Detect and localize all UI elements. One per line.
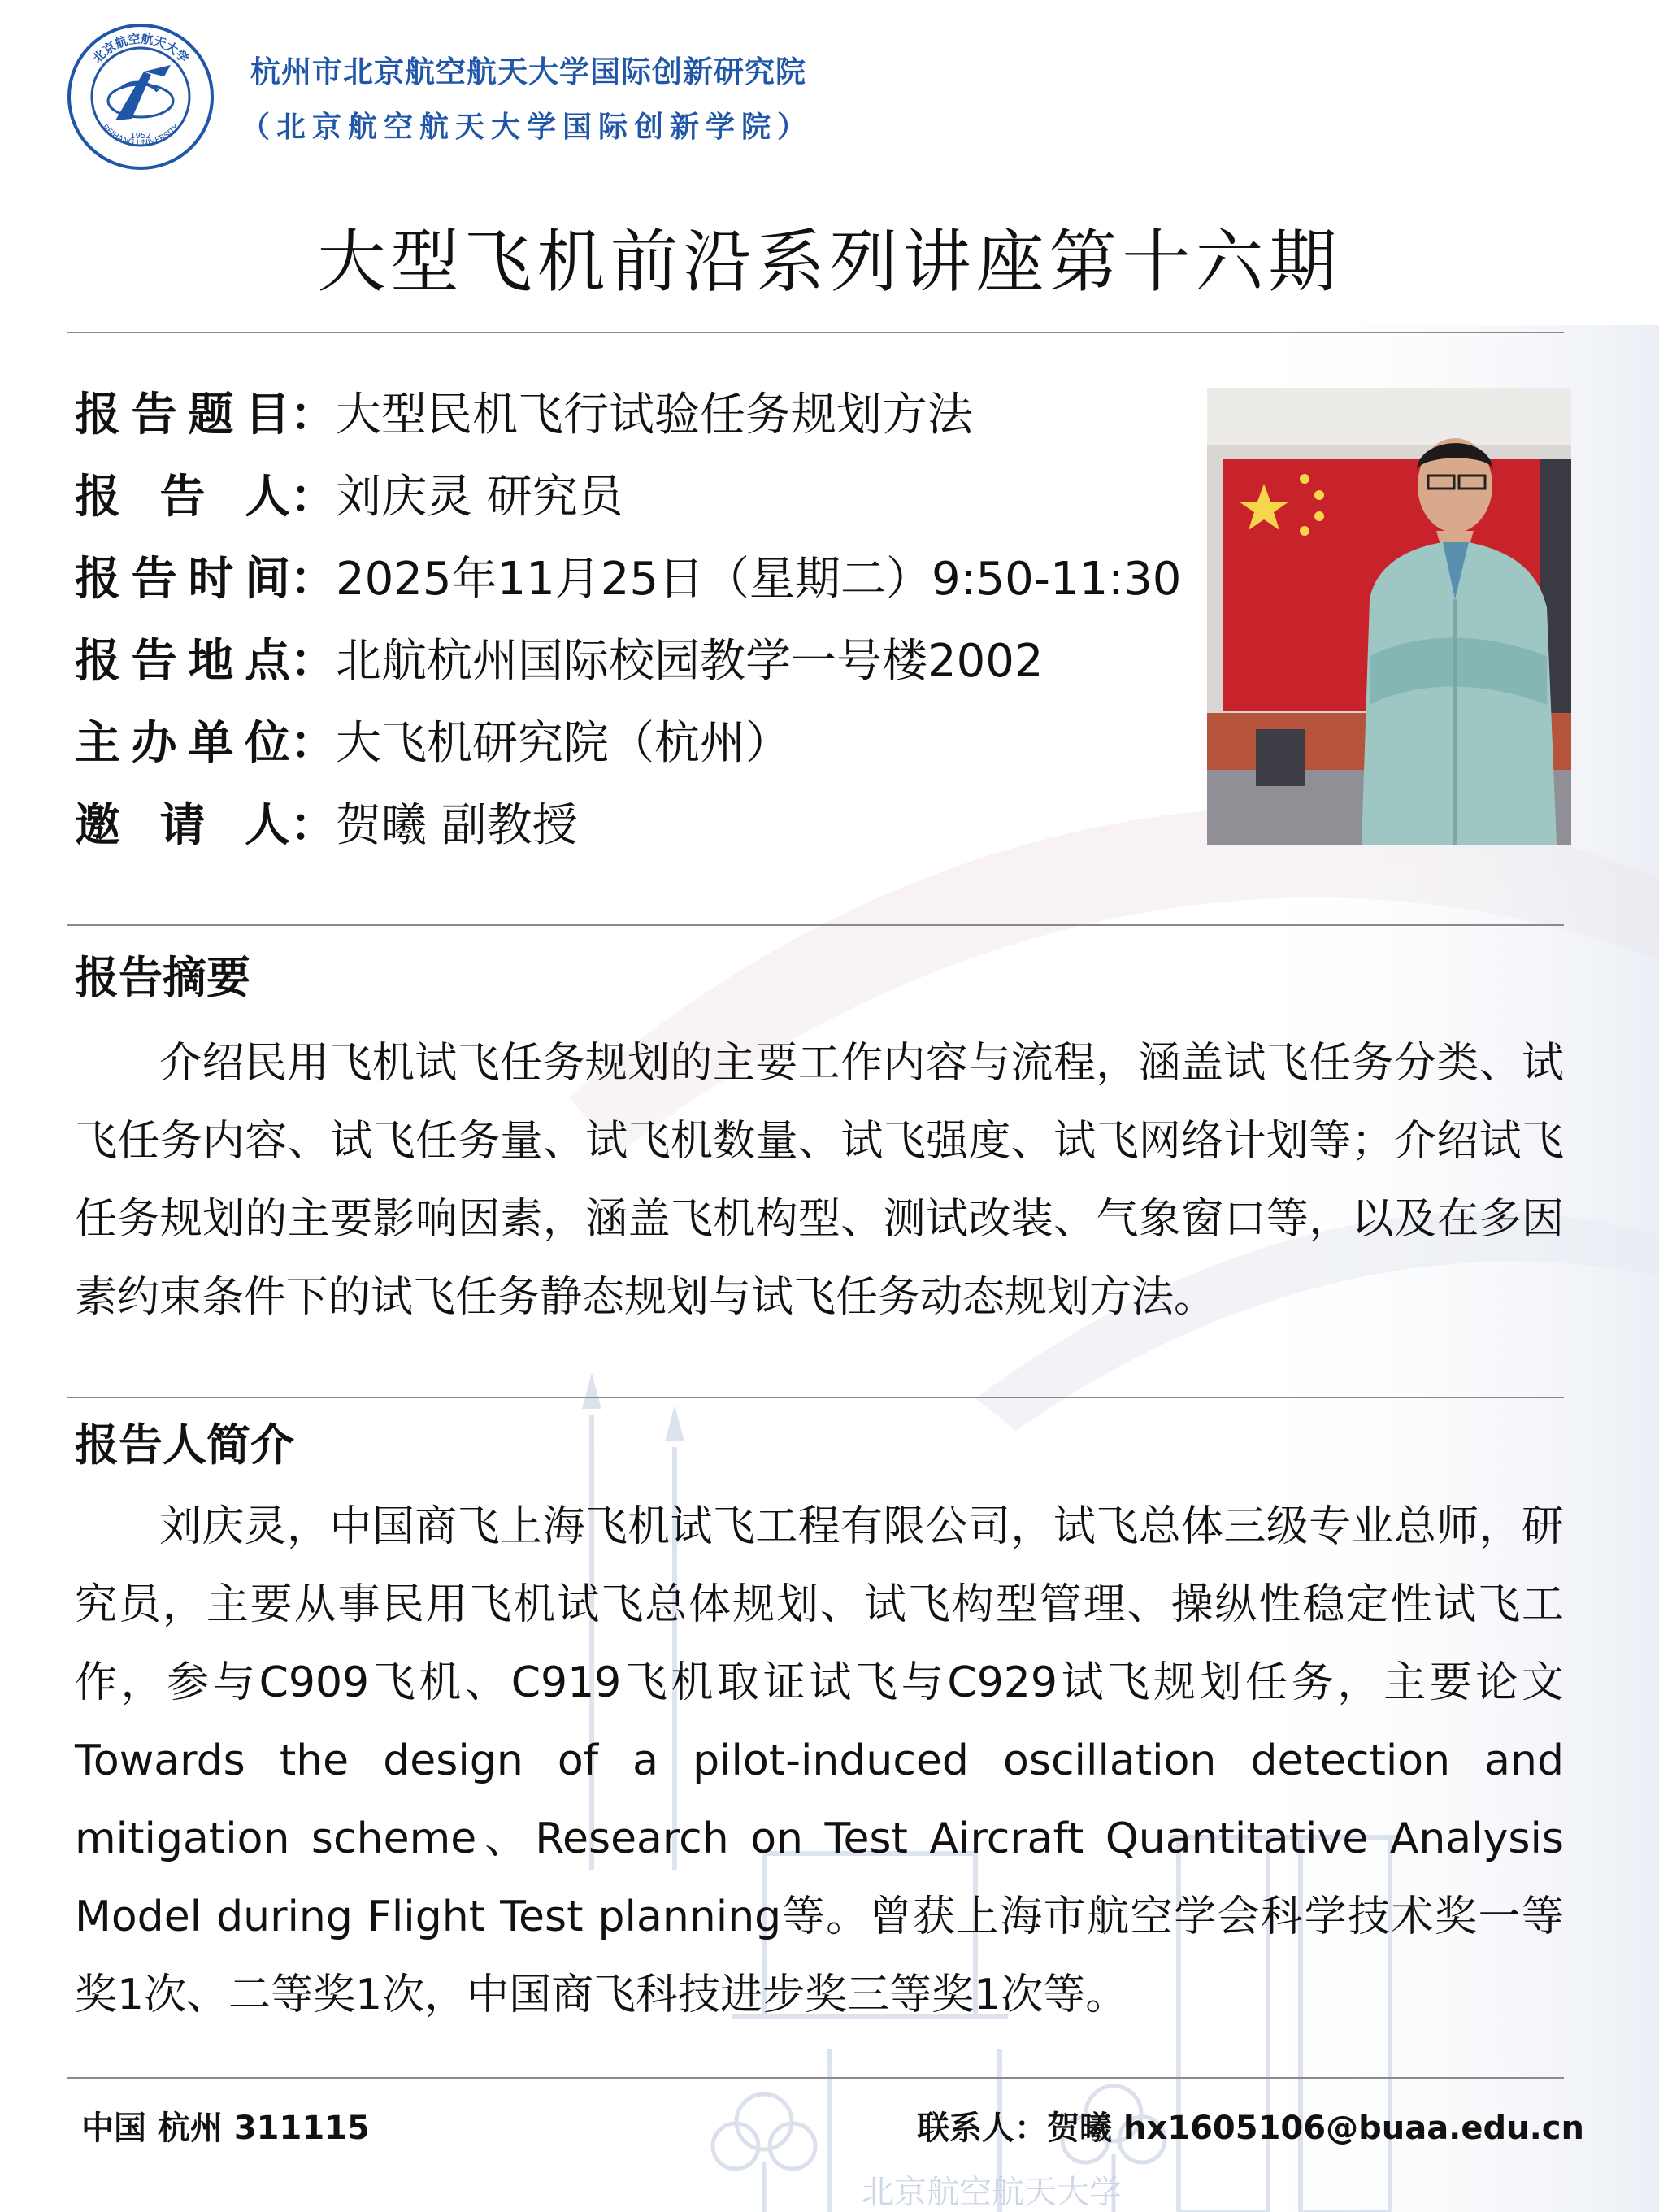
info-label-char: 告 (131, 552, 177, 606)
info-value: 贺曦 副教授 (336, 798, 578, 852)
info-label-char: 人 (245, 470, 290, 524)
divider-abstract (67, 924, 1564, 926)
divider-top (67, 332, 1564, 333)
buaa-seal-icon (67, 23, 215, 171)
info-label-char: 题 (188, 388, 234, 441)
info-label-char: 告 (159, 470, 206, 524)
info-label-char: 间 (244, 552, 290, 606)
info-value: 大飞机研究院（杭州） (336, 716, 791, 770)
info-value: 2025年11月25日（星期二）9:50-11:30 (336, 552, 1182, 606)
info-label (75, 543, 290, 608)
info-row (75, 534, 1213, 616)
info-label-char: 目 (244, 388, 290, 441)
info-label (75, 789, 290, 854)
info-label-char: 单 (188, 716, 234, 770)
info-row (75, 452, 1213, 534)
info-label-char: 报 (75, 552, 120, 606)
info-colon: ： (290, 798, 336, 852)
info-row (75, 698, 1213, 780)
abstract-heading: 报告摘要 (75, 952, 250, 1003)
institute-subname: （北京航空航天大学国际创新学院） (241, 111, 814, 144)
info-label-char: 人 (245, 798, 290, 852)
info-label-char: 时 (188, 552, 234, 606)
divider-bio (67, 1397, 1564, 1398)
info-colon: ： (290, 552, 336, 606)
info-value: 刘庆灵 研究员 (336, 470, 623, 524)
info-label-char: 报 (75, 634, 120, 688)
bio-text: 刘庆灵，中国商飞上海飞机试飞工程有限公司，试飞总体三级专业总师，研究员，主要从事民用飞机试飞总体规划、试飞构型管理、操纵性稳定性试飞工作，参与C909飞机、C919飞机取证试飞与C929试飞规划任务，主要论文Towards the design of a pilot-induced oscillation detection and mitigation scheme、Research on Test Aircraft Quantitative Analysis Model during Flight Test planning等。曾获上海市航空学会科学技术奖一等奖1次、二等奖1次，中国商飞科技进步奖三等奖1次等。 (75, 1502, 1564, 2019)
info-colon: ： (290, 470, 336, 524)
info-value: 北航杭州国际校园教学一号楼2002 (336, 634, 1044, 688)
info-label-char: 地 (188, 634, 234, 688)
institute-name: 杭州市北京航空航天大学国际创新研究院 (250, 54, 806, 89)
bio-heading: 报告人简介 (75, 1419, 294, 1471)
lecture-info (75, 370, 1213, 863)
footer-contact: 联系人：贺曦 hx1605106@buaa.edu.cn (917, 2110, 1584, 2147)
divider-footer (67, 2077, 1564, 2079)
info-label-char: 告 (131, 634, 177, 688)
info-colon: ： (290, 716, 336, 770)
svg-text:1952: 1952 (130, 132, 151, 141)
info-row (75, 616, 1213, 698)
info-row (75, 780, 1213, 863)
info-label (75, 379, 290, 444)
info-colon: ： (290, 634, 336, 688)
info-label-char: 位 (244, 716, 290, 770)
info-label-char: 点 (244, 634, 290, 688)
info-label-char: 告 (131, 388, 177, 441)
info-label-char: 报 (75, 470, 120, 524)
info-label (75, 461, 290, 526)
info-value: 大型民机飞行试验任务规划方法 (336, 388, 973, 441)
info-label-char: 办 (131, 716, 177, 770)
abstract-text: 介绍民用飞机试飞任务规划的主要工作内容与流程，涵盖试飞任务分类、试飞任务内容、试飞任务量、试飞机数量、试飞强度、试飞网络计划等；介绍试飞任务规划的主要影响因素，涵盖飞机构型、测试改装、气象窗口等，以及在多因素约束条件下的试飞任务静态规划与试飞任务动态规划方法。 (75, 1039, 1564, 1322)
info-label (75, 625, 290, 690)
speaker-photo (1207, 388, 1571, 845)
info-label (75, 707, 290, 772)
page-title: 大型飞机前沿系列讲座第十六期 (317, 222, 1342, 302)
info-colon: ： (290, 388, 336, 441)
footer-location: 中国 杭州 311115 (81, 2110, 370, 2147)
svg-text:BEIHANG UNIVERSITY: BEIHANG UNIVERSITY (100, 123, 181, 148)
svg-text:北京航空航天大学: 北京航空航天大学 (89, 31, 192, 67)
info-label-char: 主 (75, 716, 120, 770)
info-label-char: 请 (159, 798, 206, 852)
info-row (75, 370, 1213, 452)
watermark-text: 北京航空航天大学 (862, 2174, 1122, 2211)
info-label-char: 邀 (75, 798, 120, 852)
info-label-char: 报 (75, 388, 120, 441)
